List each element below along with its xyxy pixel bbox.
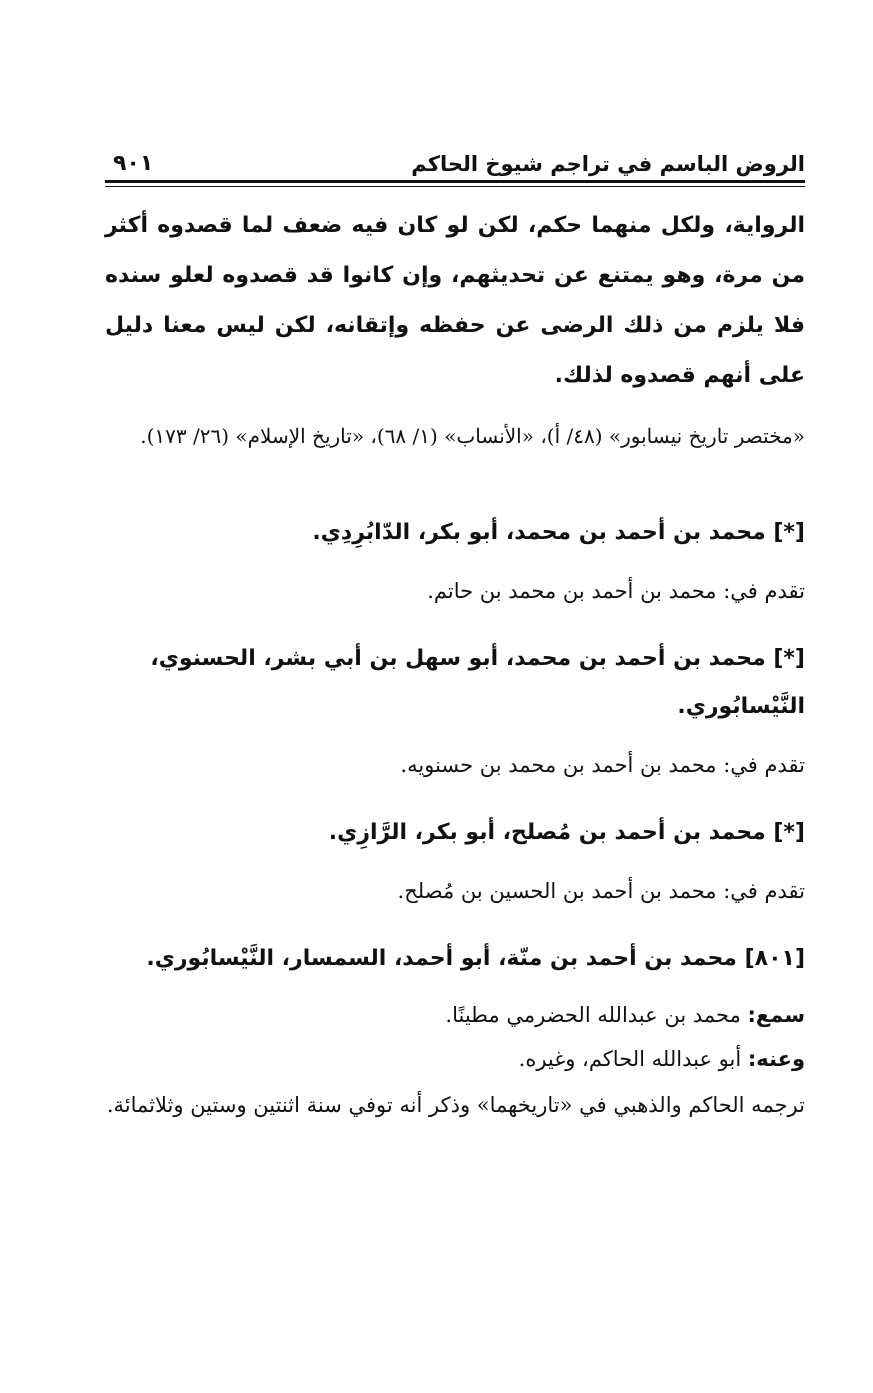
entry-cross-reference: تقدم في: محمد بن أحمد بن محمد بن حسنويه. [400, 753, 805, 777]
biography-paragraph: ترجمه الحاكم والذهبي في «تاريخهما» وذكر أنه توفي سنة اثنتين وستين وثلاثمائة. [106, 1093, 805, 1117]
entry-heading: [*] محمد بن أحمد بن محمد، أبو سهل بن أبي بشر، الحسنوي، النَّيْسابُوري. [150, 646, 805, 719]
book-page [105, 140, 805, 1129]
entry-heading: [*] محمد بن أحمد بن محمد، أبو بكر، الدّابُرِدِي. [312, 520, 805, 545]
from-text: أبو عبدالله الحاكم، وغيره. [518, 1047, 742, 1071]
from-label: وعنه: [747, 1047, 805, 1071]
heard-from-line [105, 993, 805, 1037]
references-line: «مختصر تاريخ نيسابور» (٤٨/ أ)، «الأنساب» (١/ ٦٨)، «تاريخ الإسلام» (٢٦/ ١٧٣). [140, 424, 805, 448]
entry-cross-reference: تقدم في: محمد بن أحمد بن محمد بن حاتم. [427, 579, 805, 603]
continuation-paragraph: الرواية، ولكل منهما حكم، لكن لو كان فيه ضعف لما قصدوه أكثر من مرة، وهو يمتنع عن تحديثهم، وإن كانوا قد قصدوه لعلو سنده فلا يلزم من ذلك الرضى عن حفظه وإتقانه، لكن ليس معنا دليل على أنهم قصدوه لذلك. [105, 213, 805, 388]
heard-text: محمد بن عبدالله الحضرمي مطينًا. [445, 1003, 741, 1027]
page-number: ٩٠١ [113, 151, 154, 176]
entry-cross-reference: تقدم في: محمد بن أحمد بن الحسين بن مُصلح. [397, 879, 805, 903]
header-rule-thin [105, 186, 805, 187]
entry-heading: [*] محمد بن أحمد بن مُصلح، أبو بكر، الرَّازِي. [328, 820, 805, 845]
main-entry-heading: [٨٠١] محمد بن أحمد بن منّة، أبو أحمد، السمسار، النَّيْسابُوري. [146, 946, 805, 971]
heard-label: سمع: [747, 1003, 805, 1027]
narrated-by-line [105, 1037, 805, 1081]
header-rule-thick [105, 180, 805, 183]
book-title: الروض الباسم في تراجم شيوخ الحاكم [411, 152, 805, 176]
running-header [105, 140, 805, 176]
